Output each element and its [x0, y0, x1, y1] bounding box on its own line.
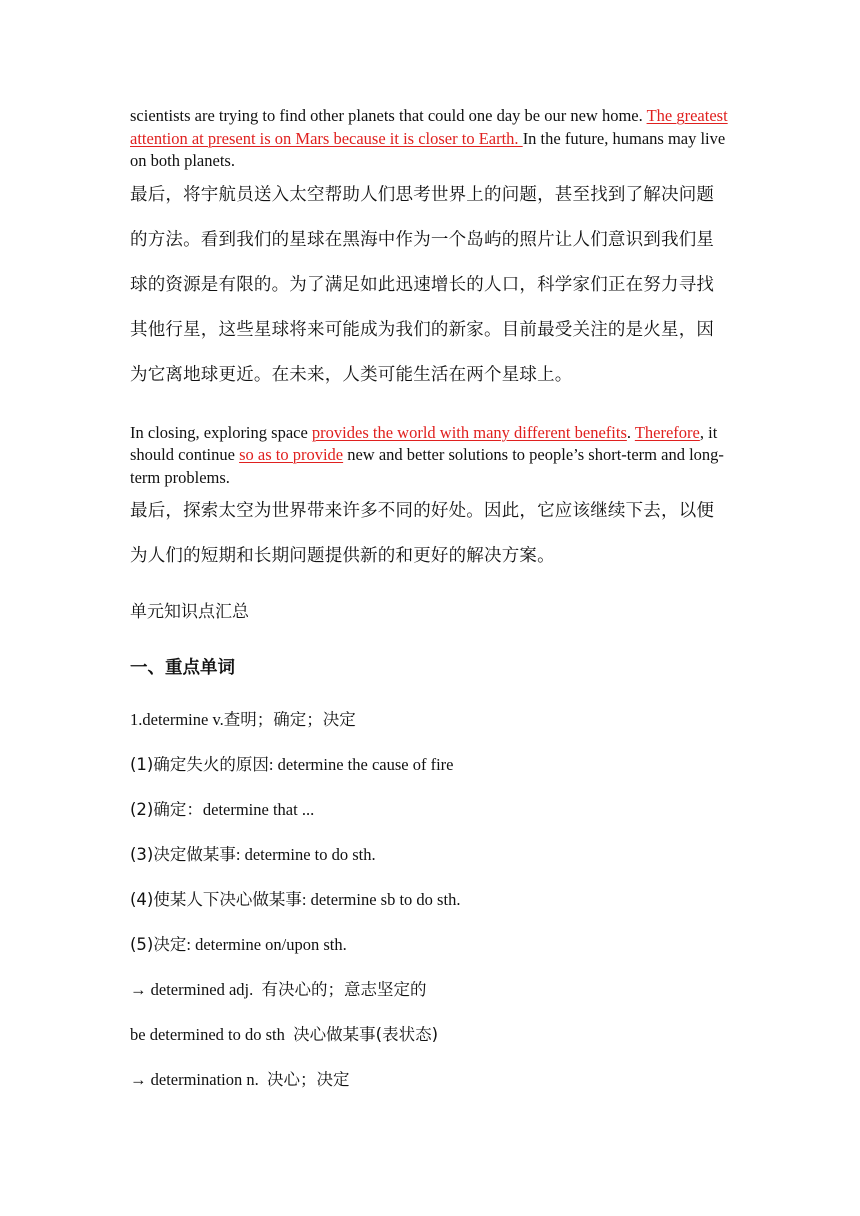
item-en: : determine on/upon sth.	[186, 935, 347, 954]
derivative-zh: 决心做某事(表状态)	[293, 1025, 439, 1044]
vocab-derivative	[130, 1069, 730, 1091]
headword-en: 1.determine v.	[130, 710, 224, 729]
vocab-item	[130, 934, 730, 956]
sentence-text: In the future, humans may live on both planets.	[130, 128, 726, 170]
headword-zh: 查明；确定；决定	[223, 710, 356, 729]
sentence-text: new and better solutions to people’s short-term and long-term problems.	[130, 445, 724, 487]
vocab-item	[130, 844, 730, 866]
item-en: determine that ...	[202, 800, 315, 819]
highlighted-phrase: so as to provide	[239, 445, 344, 464]
section-title: 单元知识点汇总	[130, 602, 249, 622]
derivative-zh: 有决心的；意志坚定的	[261, 980, 427, 999]
vocab-item	[130, 754, 730, 776]
vocab-item	[130, 889, 730, 911]
item-cn: (1)确定失火的原因	[130, 755, 269, 774]
paragraph-chinese-1: 最后，将宇航员送入太空帮助人们思考世界上的问题，甚至找到了解决问题的方法。看到我们的星球在黑海中作为一个岛屿的照片让人们意识到我们星球的资源是有限的。为了满足如此迅速增长的人口，科学家们正在努力寻找其他行星，这些星球将来可能成为我们的新家。目前最受关注的是火星，因为它离地球更近。在未来，人类可能生活在两个星球上。	[130, 184, 715, 385]
derivative-en: → determination n.	[130, 1070, 268, 1089]
item-cn: (5)决定	[130, 935, 187, 954]
highlighted-sentence: The greatest attention at present is on Mars because it is closer to Earth.	[130, 106, 728, 148]
item-cn: (3)决定做某事	[130, 845, 236, 864]
highlighted-phrase: Therefore	[634, 422, 700, 442]
derivative-en: → determined adj.	[130, 980, 262, 999]
paragraph-english-2	[130, 422, 730, 490]
paragraph-english-1	[130, 105, 730, 173]
item-en: : determine sb to do sth.	[301, 890, 461, 909]
paragraph-chinese-2: 最后，探索太空为世界带来许多不同的好处。因此，它应该继续下去，以便为人们的短期和长期问题提供新的和更好的解决方案。	[130, 501, 715, 566]
highlighted-phrase: provides the world with many different benefits	[311, 422, 627, 442]
document-page	[130, 105, 730, 1091]
item-cn: (2)确定：	[130, 800, 203, 819]
sentence-text: , it should continue	[130, 422, 718, 464]
sentence-text: In closing, exploring space	[130, 422, 312, 442]
vocab-derivative	[130, 1024, 730, 1046]
vocab-derivative	[130, 979, 730, 1001]
vocab-item	[130, 799, 730, 821]
sentence-text: scientists are trying to find other planets that could one day be our new home.	[130, 106, 647, 125]
vocab-headword	[130, 709, 730, 731]
item-en: : determine to do sth.	[235, 845, 376, 864]
sentence-text: .	[626, 422, 635, 442]
item-cn: (4)使某人下决心做某事	[130, 890, 302, 909]
derivative-zh: 决心；决定	[267, 1070, 350, 1089]
derivative-en: be determined to do sth	[130, 1025, 294, 1044]
item-en: : determine the cause of fire	[268, 755, 454, 774]
vocab-list	[130, 709, 730, 1091]
subsection-title: 一、重点单词	[130, 658, 235, 678]
